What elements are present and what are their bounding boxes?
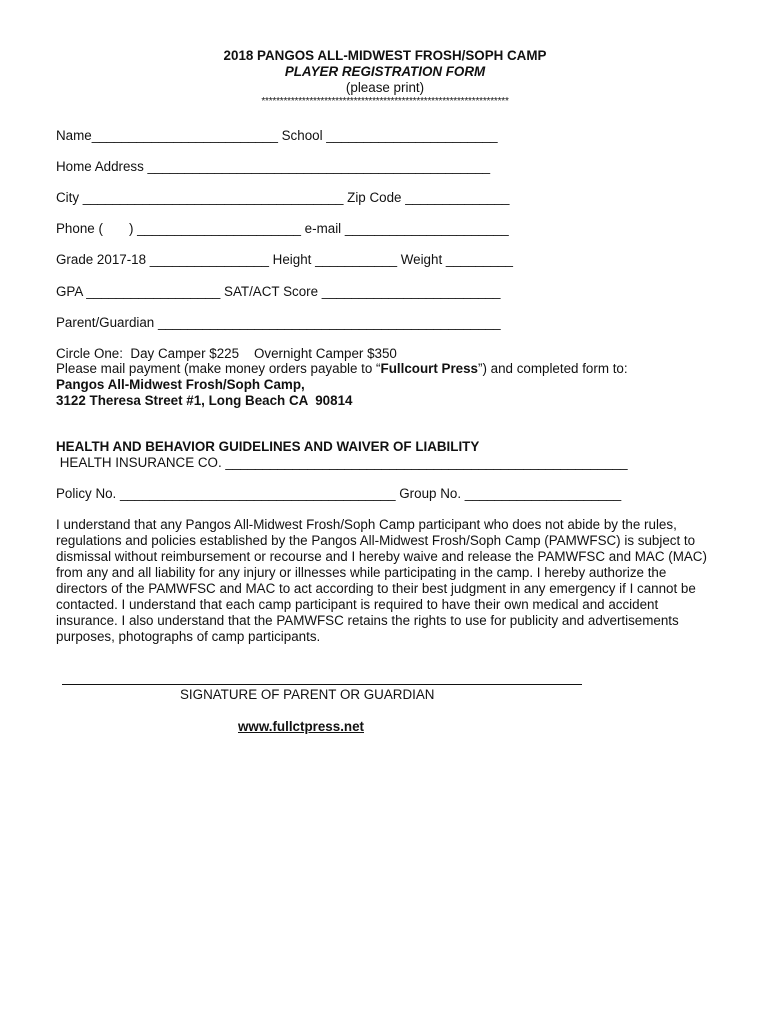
mail-instruction [56,361,628,376]
gpa-sat-field[interactable]: GPA __________________ SAT/ACT Score ________________________ [56,284,501,299]
website-link[interactable]: www.fullctpress.net [238,719,364,734]
mail-address-line1: Pangos All-Midwest Frosh/Soph Camp, [56,377,305,392]
home-address-field[interactable]: Home Address ______________________________________________ [56,159,491,174]
mail-prefix: Please mail payment (make money orders payable to “ [56,361,381,376]
signature-label: SIGNATURE OF PARENT OR GUARDIAN [180,687,435,702]
mail-address-line2: 3122 Theresa Street #1, Long Beach CA 90814 [56,393,353,408]
policy-group-field[interactable]: Policy No. _____________________________________ Group No. _____________________ [56,486,622,501]
separator-stars: ******************************************************************* [261,96,509,107]
health-insurance-field[interactable]: HEALTH INSURANCE CO. ______________________________________________________ [56,455,628,470]
phone-email-field[interactable]: Phone ( ) ______________________ e-mail ______________________ [56,221,509,236]
city-zip-field[interactable]: City ___________________________________ Zip Code ______________ [56,190,510,205]
payee-name: Fullcourt Press [380,361,478,376]
waiver-heading: HEALTH AND BEHAVIOR GUIDELINES AND WAIVER OF LIABILITY [56,439,480,454]
camper-options: Circle One: Day Camper $225 Overnight Camper $350 [56,346,397,361]
form-title: 2018 PANGOS ALL-MIDWEST FROSH/SOPH CAMP [223,48,547,63]
print-instruction: (please print) [345,80,425,95]
waiver-text: I understand that any Pangos All-Midwest Frosh/Soph Camp participant who does not abide by the rules, regulations and policies established by the Pangos All-Midwest Frosh/Soph Camp (PAMWFSC) is subject to dismissal without reimbursement or recourse and I hereby waive and release the PAMWFSC and MAC (MAC) from any and all liability for any injury or illnesses while participating in the camp. I hereby authorize the directors of the PAMWFSC and MAC to act according to their best judgment in any emergency if I cannot be contacted. I understand that each camp participant is required to have their own medical and accident insurance. I also understand that the PAMWFSC retains the rights to use for publicity and advertisements purposes, photographs of camp participants. [56,517,707,644]
form-subtitle: PLAYER REGISTRATION FORM [284,64,486,79]
signature-line[interactable] [62,684,582,685]
parent-guardian-field[interactable]: Parent/Guardian ______________________________________________ [56,315,501,330]
mail-suffix: ”) and completed form to: [478,361,628,376]
name-school-field[interactable]: Name_________________________ School _______________________ [56,128,498,143]
grade-height-weight-field[interactable]: Grade 2017-18 ________________ Height ___________ Weight _________ [56,252,513,267]
